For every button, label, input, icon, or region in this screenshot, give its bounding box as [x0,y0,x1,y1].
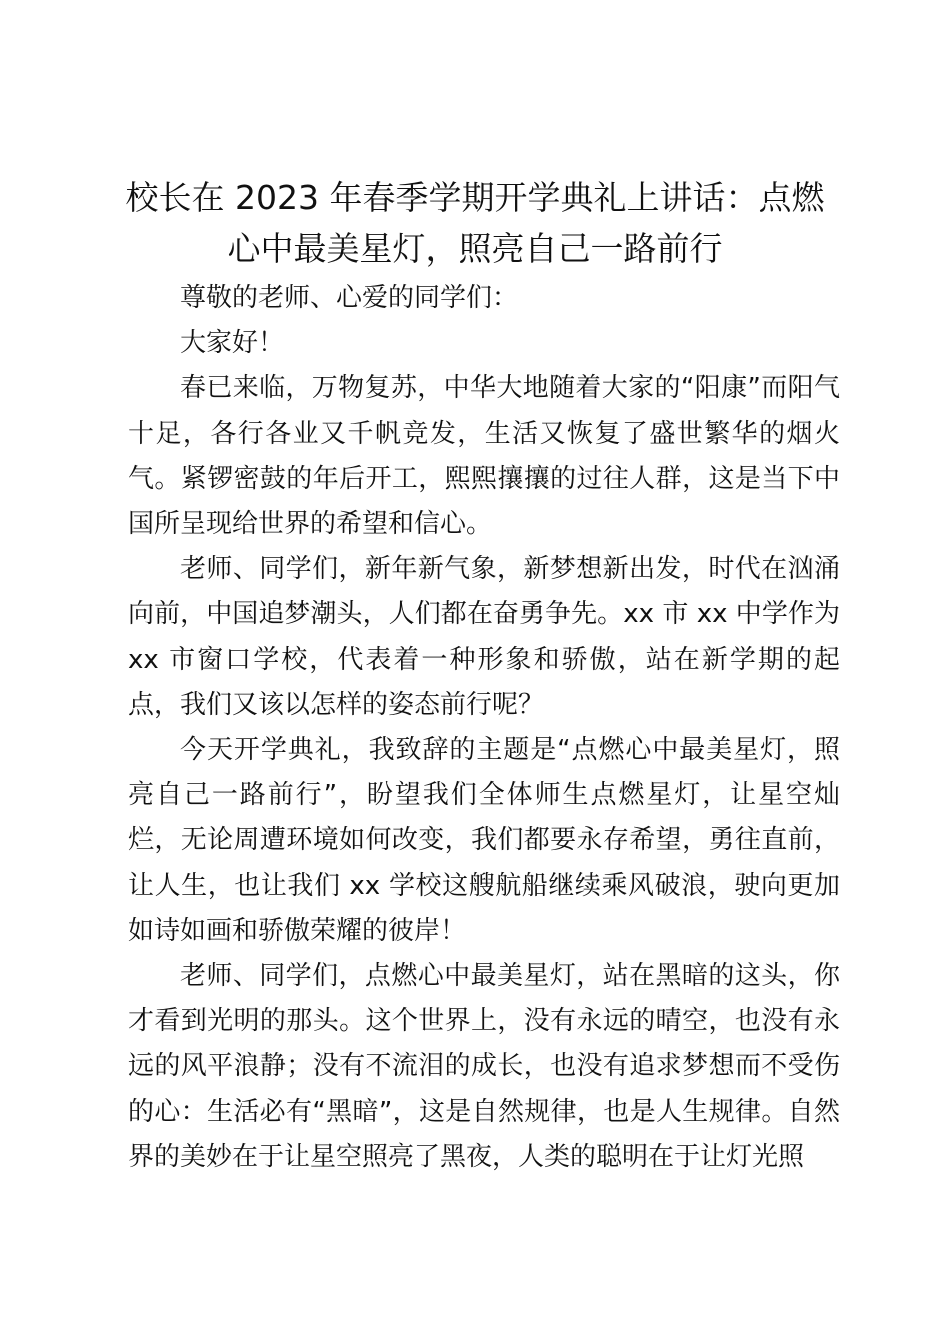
paragraph: 今天开学典礼，我致辞的主题是“点燃心中最美星灯，照亮自己一路前行”，盼望我们全体师生点燃星灯，让星空灿烂，无论周遭环境如何改变，我们都要永存希望，勇往直前，让人生，也让我们 xx 学校这艘航船继续乘风破浪，驶向更加如诗如画和骄傲荣耀的彼岸！ [128,735,840,946]
paragraph: 老师、同学们，新年新气象，新梦想新出发，时代在汹涌向前，中国追梦潮头，人们都在奋勇争先。xx 市 xx 中学作为 xx 市窗口学校，代表着一种形象和骄傲，站在新学期的起点，我们又该以怎样的姿态前行呢？ [128,554,840,720]
paragraph-greeting: 大家好！ [180,328,285,359]
document-title: 校长在 2023 年春季学期开学典礼上讲话：点燃心中最美星灯，照亮自己一路前行 [125,178,825,268]
paragraph: 春已来临，万物复苏，中华大地随着大家的“阳康”而阳气十足，各行各业又千帆竞发，生活又恢复了盛世繁华的烟火气。紧锣密鼓的年后开工，熙熙攘攘的过往人群，这是当下中国所呈现给世界的希望和信心。 [128,373,840,540]
paragraph-salutation: 尊敬的老师、心爱的同学们： [180,283,519,313]
paragraph: 老师、同学们，点燃心中最美星灯，站在黑暗的这头，你才看到光明的那头。这个世界上，没有永远的晴空，也没有永远的风平浪静；没有不流泪的成长，也没有追求梦想而不受伤的心：生活必有“黑暗”，这是自然规律，也是人生规律。自然界的美妙在于让星空照亮了黑夜，人类的聪明在于让灯光照 [128,961,840,1172]
document-body [128,276,840,1180]
